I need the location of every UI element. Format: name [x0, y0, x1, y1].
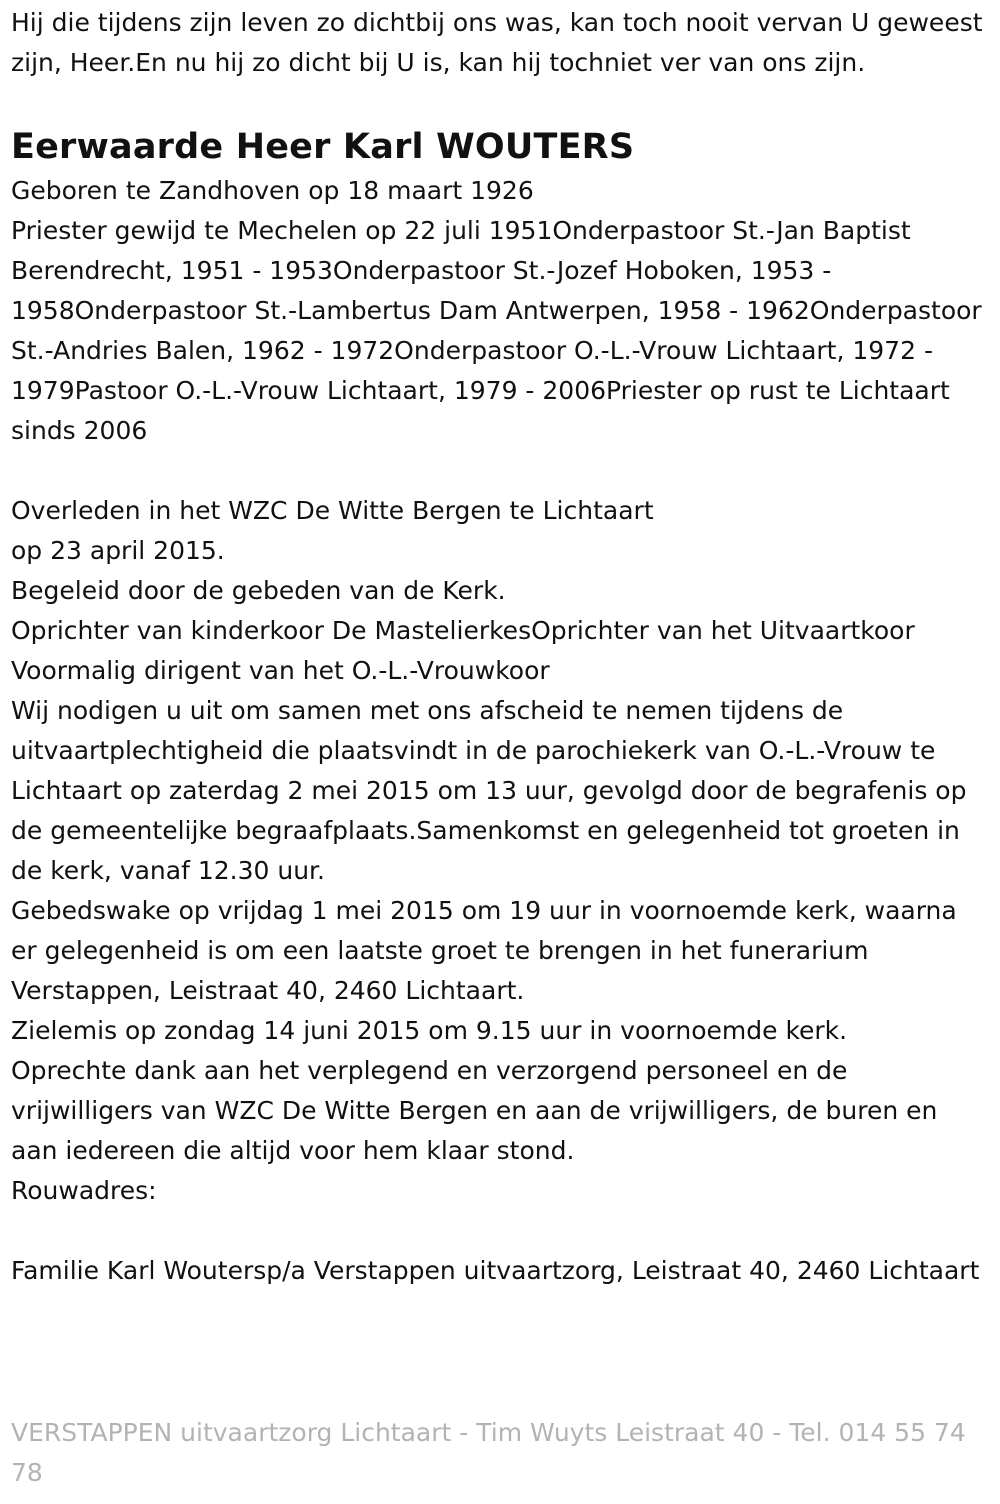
thanks-text: Oprechte dank aan het verplegend en verzorgend personeel en de vrijwilligers van WZC De Witte Bergen en aan de vrijwilligers, de buren en aan iedereen die altijd voor hem klaar stond. [11, 1056, 946, 1165]
address-label: Rouwadres: [11, 1176, 157, 1205]
page-title: Eerwaarde Heer Karl WOUTERS [11, 127, 635, 167]
church-line: Begeleid door de gebeden van de Kerk. [11, 576, 506, 605]
funeral-text: Wij nodigen u uit om samen met ons afscheid te nemen tijdens de uitvaartplechtigheid die plaatsvindt in de parochiekerk van O.-L.-Vrouw te Lichtaart op zaterdag 2 mei 2015 om 13 uur, gevolgd door de begrafenis op de gemeentelijke begraafplaats.Samenkomst en gelegenheid tot groeten in de kerk, vanaf 12.30 uur. [11, 696, 975, 885]
death-line-2: op 23 april 2015. [11, 536, 225, 565]
vigil-text: Gebedswake op vrijdag 1 mei 2015 om 19 uur in voornoemde kerk, waarna er gelegenheid is om een laatste groet te brengen in het funerarium Verstappen, Leistraat 40, 2460 Lichtaart. [11, 896, 965, 1005]
career-text: Priester gewijd te Mechelen op 22 juli 1951Onderpastoor St.-Jan Baptist Berendrecht, 1951 - 1953Onderpastoor St.-Jozef Hoboken, 1953 - 1958Onderpastoor St.-Lambertus Dam Antwerpen, 1958 - 1962Onderpastoor St.-Andries Balen, 1962 - 1972Onderpastoor O.-L.-Vrouw Lichtaart, 1972 - 1979Pastoor O.-L.-Vrouw Lichtaart, 1979 - 2006Priester op rust te Lichtaart sinds 2006 [11, 216, 990, 445]
spacer [11, 1211, 986, 1251]
requiem-line: Zielemis op zondag 14 juni 2015 om 9.15 uur in voornoemde kerk. [11, 1016, 848, 1045]
birth-line: Geboren te Zandhoven op 18 maart 1926 [11, 176, 534, 205]
spacer [11, 451, 986, 491]
conductor-line: Voormalig dirigent van het O.-L.-Vrouwkoor [11, 656, 550, 685]
death-line-1: Overleden in het WZC De Witte Bergen te Lichtaart [11, 496, 654, 525]
mourning-address: Familie Karl Woutersp/a Verstappen uitvaartzorg, Leistraat 40, 2460 Lichtaart [11, 1256, 980, 1285]
funeral-home-footer: VERSTAPPEN uitvaartzorg Lichtaart - Tim Wuyts Leistraat 40 - Tel. 014 55 74 78 [11, 1418, 966, 1487]
founder-line: Oprichter van kinderkoor De MastelierkesOprichter van het Uitvaartkoor [11, 616, 915, 645]
intro-quote: Hij die tijdens zijn leven zo dichtbij ons was, kan toch nooit vervan U geweest zijn, Heer.En nu hij zo dicht bij U is, kan hij tochniet ver van ons zijn. [11, 8, 991, 77]
